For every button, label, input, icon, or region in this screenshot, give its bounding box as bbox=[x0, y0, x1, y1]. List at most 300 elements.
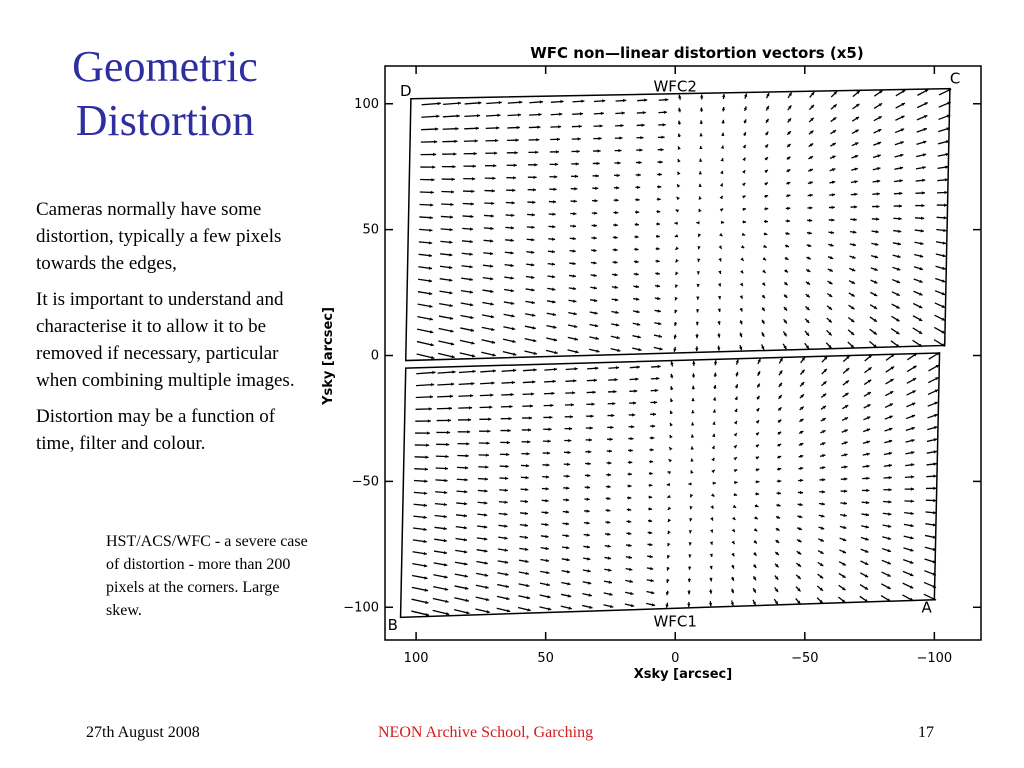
chip-label-wfc1: WFC1 bbox=[653, 612, 697, 631]
vector-arrowhead bbox=[700, 107, 703, 110]
vector-arrowhead bbox=[676, 259, 679, 262]
vector-arrowhead bbox=[425, 468, 428, 471]
vector-arrowhead bbox=[641, 124, 644, 127]
vector-arrowhead bbox=[756, 420, 759, 423]
corner-label: C bbox=[949, 69, 961, 88]
vector-arrowhead bbox=[546, 487, 549, 490]
vector-arrowhead bbox=[696, 221, 699, 224]
vector-arrowhead bbox=[588, 462, 591, 465]
vector-arrowhead bbox=[473, 370, 476, 373]
vector-arrowhead bbox=[555, 163, 558, 166]
vector-arrowhead bbox=[844, 477, 847, 480]
vector-arrowhead bbox=[566, 486, 569, 489]
vector-arrowhead bbox=[464, 502, 467, 505]
vector-arrowhead bbox=[589, 438, 592, 441]
vector-arrowhead bbox=[696, 322, 699, 325]
vector-arrowhead bbox=[756, 432, 759, 435]
vector-arrowhead bbox=[454, 140, 457, 143]
vector-arrowhead bbox=[484, 489, 487, 492]
vector-arrowhead bbox=[734, 421, 737, 424]
vector-arrowhead bbox=[618, 161, 621, 164]
vector-arrowhead bbox=[742, 183, 745, 186]
vector-arrowhead bbox=[511, 239, 514, 242]
vector-arrowhead bbox=[663, 123, 666, 126]
vector-arrowhead bbox=[667, 483, 670, 486]
vector-arrowhead bbox=[512, 201, 515, 204]
vector-arrowhead bbox=[668, 471, 671, 474]
x-tick-label: −100 bbox=[916, 651, 953, 666]
vector-arrowhead bbox=[506, 465, 509, 468]
vector-arrowhead bbox=[530, 404, 533, 407]
vector-arrowhead bbox=[889, 488, 892, 491]
vector-arrowhead bbox=[667, 543, 670, 546]
vector-arrowhead bbox=[615, 199, 618, 202]
vector-arrowhead bbox=[471, 382, 474, 385]
vector-arrowhead bbox=[632, 413, 635, 416]
vector-arrowhead bbox=[574, 200, 577, 203]
vector-arrowhead bbox=[450, 228, 453, 231]
vector-arrowhead bbox=[661, 148, 664, 151]
vector-arrowhead bbox=[652, 424, 655, 427]
vector-arrowhead bbox=[471, 190, 474, 193]
vector-arrowhead bbox=[452, 165, 455, 168]
vector-arrowhead bbox=[432, 165, 435, 168]
vector-arrowhead bbox=[465, 478, 468, 481]
vector-arrowhead bbox=[424, 504, 427, 507]
vector-arrowhead bbox=[594, 211, 597, 214]
vector-arrowhead bbox=[617, 174, 620, 177]
vector-arrowhead bbox=[534, 163, 537, 166]
vector-arrowhead bbox=[575, 175, 578, 178]
vector-arrowhead bbox=[809, 206, 812, 209]
vector-arrowhead bbox=[742, 233, 745, 236]
vector-arrowhead bbox=[888, 500, 891, 503]
vector-arrowhead bbox=[720, 209, 723, 212]
vector-arrowhead bbox=[622, 111, 625, 114]
vector-arrowhead bbox=[487, 430, 490, 433]
vector-arrowhead bbox=[762, 282, 765, 285]
vector-arrowhead bbox=[688, 482, 691, 485]
chip-label-wfc2: WFC2 bbox=[653, 77, 697, 96]
vector-arrowhead bbox=[545, 499, 548, 502]
vector-arrowhead bbox=[629, 472, 632, 475]
vector-arrowhead bbox=[513, 176, 516, 179]
vector-arrowhead bbox=[607, 497, 610, 500]
vector-arrowhead bbox=[466, 454, 469, 457]
vector-arrowhead bbox=[662, 136, 665, 139]
vector-arrowhead bbox=[574, 367, 577, 370]
vector-arrowhead bbox=[485, 477, 488, 480]
vector-arrowhead bbox=[668, 531, 671, 534]
x-axis-label: Xsky [arcsec] bbox=[633, 667, 733, 682]
vector-arrowhead bbox=[608, 485, 611, 488]
vector-arrowhead bbox=[629, 461, 632, 464]
vector-arrowhead bbox=[429, 229, 432, 232]
vector-arrowhead bbox=[573, 379, 576, 382]
vector-arrowhead bbox=[490, 393, 493, 396]
vector-arrowhead bbox=[719, 233, 722, 236]
vector-arrowhead bbox=[719, 245, 722, 248]
vector-arrowhead bbox=[527, 440, 530, 443]
vector-arrowhead bbox=[656, 377, 659, 380]
vector-arrowhead bbox=[494, 151, 497, 154]
vector-arrowhead bbox=[430, 395, 433, 398]
vector-arrowhead bbox=[691, 398, 694, 401]
vector-arrowhead bbox=[471, 202, 474, 205]
vector-arrowhead bbox=[595, 367, 598, 370]
vector-arrowhead bbox=[876, 217, 879, 220]
vector-arrowhead bbox=[465, 466, 468, 469]
vector-arrowhead bbox=[457, 114, 460, 117]
vector-arrowhead bbox=[518, 113, 521, 116]
vector-arrowhead bbox=[578, 137, 581, 140]
vector-arrowhead bbox=[877, 192, 880, 195]
vector-arrowhead bbox=[450, 215, 453, 218]
vector-arrowhead bbox=[630, 437, 633, 440]
vector-arrowhead bbox=[692, 361, 695, 364]
vector-arrowhead bbox=[658, 365, 661, 368]
vector-arrowhead bbox=[470, 215, 473, 218]
vector-arrowhead bbox=[713, 482, 716, 485]
vector-arrowhead bbox=[497, 114, 500, 117]
corner-label: B bbox=[387, 615, 398, 634]
vector-arrowhead bbox=[700, 95, 703, 98]
vector-arrowhead bbox=[491, 202, 494, 205]
vector-arrowhead bbox=[445, 467, 448, 470]
vector-arrowhead bbox=[546, 475, 549, 478]
vector-arrowhead bbox=[899, 204, 902, 207]
vector-arrowhead bbox=[675, 246, 678, 249]
chart-title: WFC non—linear distortion vectors (x5) bbox=[530, 44, 864, 62]
vector-arrowhead bbox=[587, 486, 590, 489]
vector-arrowhead bbox=[633, 401, 636, 404]
vector-arrowhead bbox=[630, 449, 633, 452]
vector-arrowhead bbox=[525, 476, 528, 479]
vector-arrowhead bbox=[691, 470, 694, 473]
vector-arrowhead bbox=[899, 192, 902, 195]
vector-arrowhead bbox=[628, 496, 631, 499]
vector-arrowhead bbox=[554, 175, 557, 178]
vector-arrowhead bbox=[436, 115, 439, 118]
footer-center-text: NEON Archive School, Garching bbox=[378, 724, 594, 741]
vector-arrowhead bbox=[424, 480, 427, 483]
x-tick-label: 100 bbox=[403, 651, 429, 666]
vector-arrowhead bbox=[548, 440, 551, 443]
vector-arrowhead bbox=[450, 395, 453, 398]
vector-arrowhead bbox=[699, 133, 702, 136]
vector-arrowhead bbox=[600, 124, 603, 127]
vector-arrowhead bbox=[469, 406, 472, 409]
vector-arrowhead bbox=[640, 136, 643, 139]
vector-arrowhead bbox=[513, 369, 516, 372]
footer-date: 27th August 2008 bbox=[86, 724, 200, 741]
vector-arrowhead bbox=[634, 389, 637, 392]
vector-arrowhead bbox=[495, 139, 498, 142]
vector-arrowhead bbox=[512, 381, 515, 384]
vector-arrowhead bbox=[532, 213, 535, 216]
vector-arrowhead bbox=[552, 237, 555, 240]
y-axis-label: Ysky [arcsec] bbox=[321, 307, 336, 405]
vector-arrowhead bbox=[548, 428, 551, 431]
vector-arrowhead bbox=[490, 227, 493, 230]
vector-arrowhead bbox=[650, 460, 653, 463]
vector-arrowhead bbox=[619, 136, 622, 139]
vector-arrowhead bbox=[742, 158, 745, 161]
vector-arrowhead bbox=[512, 189, 515, 192]
vector-arrowhead bbox=[499, 101, 502, 104]
vector-arrowhead bbox=[688, 554, 691, 557]
vector-arrowhead bbox=[668, 518, 671, 521]
vector-arrowhead bbox=[654, 401, 657, 404]
vector-arrowhead bbox=[433, 153, 436, 156]
vector-arrowhead bbox=[531, 226, 534, 229]
vector-arrowhead bbox=[493, 369, 496, 372]
x-tick-label: −50 bbox=[791, 651, 819, 666]
vector-arrowhead bbox=[866, 477, 869, 480]
vector-arrowhead bbox=[571, 403, 574, 406]
vector-arrowhead bbox=[658, 185, 661, 188]
vector-arrowhead bbox=[651, 436, 654, 439]
vector-arrowhead bbox=[446, 443, 449, 446]
vector-arrowhead bbox=[451, 190, 454, 193]
vector-arrowhead bbox=[466, 442, 469, 445]
vector-arrowhead bbox=[620, 124, 623, 127]
vector-arrowhead bbox=[553, 380, 556, 383]
vector-arrowhead bbox=[756, 480, 759, 483]
vector-arrowhead bbox=[533, 188, 536, 191]
vector-arrowhead bbox=[570, 415, 573, 418]
vector-arrowhead bbox=[508, 429, 511, 432]
vector-arrowhead bbox=[676, 210, 679, 213]
vector-arrowhead bbox=[699, 159, 702, 162]
vector-arrowhead bbox=[610, 426, 613, 429]
vector-arrowhead bbox=[597, 162, 600, 165]
vector-arrowhead bbox=[765, 220, 768, 223]
vector-arrowhead bbox=[712, 446, 715, 449]
vector-arrowhead bbox=[740, 283, 743, 286]
vector-arrowhead bbox=[447, 431, 450, 434]
vector-arrowhead bbox=[550, 404, 553, 407]
vector-arrowhead bbox=[854, 218, 857, 221]
vector-arrowhead bbox=[699, 146, 702, 149]
vector-arrowhead bbox=[691, 410, 694, 413]
vector-arrowhead bbox=[434, 140, 437, 143]
vector-arrowhead bbox=[435, 127, 438, 130]
vector-arrowhead bbox=[519, 101, 522, 104]
vector-arrowhead bbox=[608, 461, 611, 464]
vector-arrowhead bbox=[674, 222, 677, 225]
vector-arrowhead bbox=[527, 452, 530, 455]
vector-arrowhead bbox=[593, 391, 596, 394]
vector-arrowhead bbox=[922, 191, 925, 194]
paragraph-2: It is important to understand and characterise it to allow it to be removed if necessary, particular when combining multiple images. bbox=[36, 289, 295, 391]
vector-arrowhead bbox=[424, 492, 427, 495]
vector-arrowhead bbox=[933, 475, 936, 478]
vector-arrowhead bbox=[670, 423, 673, 426]
vector-arrowhead bbox=[822, 490, 825, 493]
vector-arrowhead bbox=[687, 591, 690, 594]
y-tick-label: −50 bbox=[351, 474, 379, 490]
vector-arrowhead bbox=[568, 451, 571, 454]
vector-arrowhead bbox=[491, 214, 494, 217]
vector-arrowhead bbox=[528, 428, 531, 431]
vector-arrowhead bbox=[477, 114, 480, 117]
vector-arrowhead bbox=[615, 223, 618, 226]
vector-arrowhead bbox=[921, 217, 924, 220]
vector-arrowhead bbox=[470, 240, 473, 243]
vector-arrowhead bbox=[540, 100, 543, 103]
vector-arrowhead bbox=[429, 241, 432, 244]
vector-arrowhead bbox=[889, 476, 892, 479]
vector-arrowhead bbox=[611, 414, 614, 417]
vector-arrowhead bbox=[616, 366, 619, 369]
vector-arrowhead bbox=[455, 127, 458, 130]
vector-arrowhead bbox=[668, 507, 671, 510]
vector-arrowhead bbox=[444, 503, 447, 506]
vector-arrowhead bbox=[643, 111, 646, 114]
vector-arrowhead bbox=[695, 348, 698, 351]
vector-arrowhead bbox=[549, 416, 552, 419]
vector-arrowhead bbox=[489, 406, 492, 409]
vector-arrowhead bbox=[720, 183, 723, 186]
vector-arrowhead bbox=[638, 173, 641, 176]
vector-arrowhead bbox=[854, 193, 857, 196]
vector-arrowhead bbox=[526, 464, 529, 467]
vector-arrowhead bbox=[533, 368, 536, 371]
vector-arrowhead bbox=[615, 211, 618, 214]
vector-arrowhead bbox=[740, 270, 743, 273]
vector-arrowhead bbox=[505, 489, 508, 492]
vector-arrowhead bbox=[537, 126, 540, 129]
vector-arrowhead bbox=[660, 160, 663, 163]
vector-arrowhead bbox=[677, 197, 680, 200]
vector-arrowhead bbox=[472, 177, 475, 180]
vector-arrowhead bbox=[636, 198, 639, 201]
vector-arrowhead bbox=[734, 469, 737, 472]
vector-arrowhead bbox=[659, 173, 662, 176]
vector-arrowhead bbox=[637, 365, 640, 368]
vector-arrowhead bbox=[718, 258, 721, 261]
vector-arrowhead bbox=[554, 188, 557, 191]
vector-arrowhead bbox=[458, 102, 461, 105]
vector-arrowhead bbox=[636, 223, 639, 226]
vector-arrowhead bbox=[655, 389, 658, 392]
title-line-1: Geometric bbox=[72, 42, 258, 91]
vector-arrowhead bbox=[532, 201, 535, 204]
vector-arrowhead bbox=[546, 463, 549, 466]
x-tick-label: 50 bbox=[537, 651, 554, 666]
vector-arrowhead bbox=[596, 174, 599, 177]
vector-arrowhead bbox=[595, 199, 598, 202]
vector-arrowhead bbox=[854, 205, 857, 208]
vector-arrowhead bbox=[538, 113, 541, 116]
vector-arrowhead bbox=[689, 542, 692, 545]
vector-arrowhead bbox=[644, 98, 647, 101]
distortion-vector-plot bbox=[318, 38, 990, 682]
vector-arrowhead bbox=[595, 187, 598, 190]
vector-arrowhead bbox=[688, 567, 691, 570]
vector-arrowhead bbox=[631, 425, 634, 428]
vector-arrowhead bbox=[639, 148, 642, 151]
vector-arrowhead bbox=[740, 257, 743, 260]
vector-arrowhead bbox=[511, 226, 514, 229]
vector-arrowhead bbox=[474, 152, 477, 155]
paragraph-1: Cameras normally have some distortion, typically a few pixels towards the edges, bbox=[36, 199, 282, 274]
vector-arrowhead bbox=[639, 161, 642, 164]
vector-arrowhead bbox=[573, 212, 576, 215]
vector-arrowhead bbox=[742, 196, 745, 199]
vector-arrowhead bbox=[450, 203, 453, 206]
vector-arrowhead bbox=[581, 100, 584, 103]
vector-arrowhead bbox=[525, 500, 528, 503]
vector-arrowhead bbox=[844, 489, 847, 492]
vector-arrowhead bbox=[921, 204, 924, 207]
vector-arrowhead bbox=[568, 439, 571, 442]
vector-arrowhead bbox=[711, 458, 714, 461]
vector-arrowhead bbox=[464, 490, 467, 493]
vector-arrowhead bbox=[558, 125, 561, 128]
vector-arrowhead bbox=[678, 159, 681, 162]
vector-arrowhead bbox=[734, 481, 737, 484]
vector-arrowhead bbox=[612, 402, 615, 405]
page-number: 17 bbox=[918, 724, 934, 741]
vector-arrowhead bbox=[711, 470, 714, 473]
vector-arrowhead bbox=[491, 381, 494, 384]
vector-arrowhead bbox=[636, 210, 639, 213]
vector-arrowhead bbox=[608, 473, 611, 476]
vector-arrowhead bbox=[651, 448, 654, 451]
vector-arrowhead bbox=[667, 495, 670, 498]
vector-arrowhead bbox=[591, 414, 594, 417]
vector-arrowhead bbox=[432, 371, 435, 374]
vector-arrowhead bbox=[594, 224, 597, 227]
figure-caption: HST/ACS/WFC - a severe case of distortion - more than 200 pixels at the corners. Large skew. bbox=[106, 533, 308, 619]
vector-arrowhead bbox=[787, 219, 790, 222]
vector-arrowhead bbox=[618, 149, 621, 152]
vector-arrowhead bbox=[444, 491, 447, 494]
vector-arrowhead bbox=[669, 459, 672, 462]
vector-arrowhead bbox=[691, 434, 694, 437]
vector-arrowhead bbox=[699, 171, 702, 174]
vector-arrowhead bbox=[514, 164, 517, 167]
vector-arrowhead bbox=[445, 455, 448, 458]
vector-arrowhead bbox=[732, 517, 735, 520]
vector-arrowhead bbox=[560, 100, 563, 103]
vector-arrowhead bbox=[720, 196, 723, 199]
vector-arrowhead bbox=[649, 495, 652, 498]
vector-arrowhead bbox=[593, 236, 596, 239]
vector-arrowhead bbox=[426, 443, 429, 446]
vector-arrowhead bbox=[721, 221, 724, 224]
vector-arrowhead bbox=[444, 479, 447, 482]
vector-arrowhead bbox=[515, 151, 518, 154]
vector-arrowhead bbox=[698, 233, 701, 236]
vector-arrowhead bbox=[529, 416, 532, 419]
vector-arrowhead bbox=[438, 102, 441, 105]
vector-arrowhead bbox=[665, 98, 668, 101]
vector-arrowhead bbox=[602, 99, 605, 102]
vector-arrowhead bbox=[467, 430, 470, 433]
vector-arrowhead bbox=[787, 207, 790, 210]
vector-arrowhead bbox=[487, 441, 490, 444]
vector-arrowhead bbox=[557, 138, 560, 141]
vector-arrowhead bbox=[531, 238, 534, 241]
vector-arrowhead bbox=[579, 125, 582, 128]
vector-arrowhead bbox=[517, 126, 520, 129]
vector-arrowhead bbox=[425, 456, 428, 459]
vector-arrowhead bbox=[547, 451, 550, 454]
vector-arrowhead bbox=[623, 99, 626, 102]
